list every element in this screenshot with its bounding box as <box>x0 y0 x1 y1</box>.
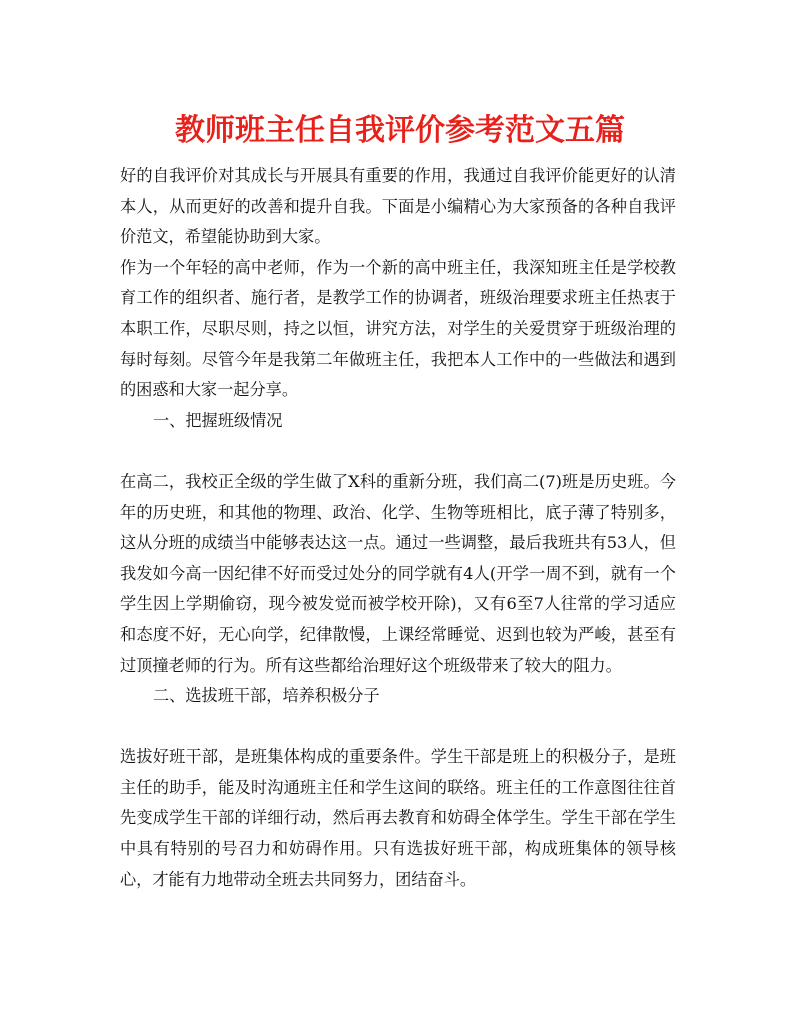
paragraph-2: 在高二，我校正全级的学生做了X科的重新分班，我们高二(7)班是历史班。今年的历史班，和其他的物理、政治、化学、生物等班相比，底子薄了特别多，这从分班的成绩当中能够表达这一点。通过一些调整，最后我班共有53人，但我发如今高一因纪律不好而受过处分的同学就有4人(开学一周不到，就有一个学生因上学期偷窃，现今被发觉而被学校开除)，又有6至7人往常的学习适应和态度不好，无心向学，纪律散慢，上课经常睡觉、迟到也较为严峻，甚至有过顶撞老师的行为。所有这些都给治理好这个班级带来了较大的阻力。 <box>120 471 676 675</box>
section-gap <box>120 436 676 467</box>
intro-paragraph: 好的自我评价对其成长与开展具有重要的作用，我通过自我评价能更好的认清本人，从而更好的改善和提升自我。下面是小编精心为大家预备的各种自我评价范文，希望能协助到大家。 <box>120 166 676 247</box>
document-title: 教师班主任自我评价参考范文五篇 <box>175 113 625 148</box>
paragraph-1: 作为一个年轻的高中老师，作为一个新的高中班主任，我深知班主任是学校教育工作的组织者、施行者，是教学工作的协调者，班级治理要求班主任热衷于本职工作，尽职尽则，持之以恒，讲究方法，对学生的关爱贯穿于班级治理的每时每刻。尽管今年是我第二年做班主任，我把本人工作中的一些做法和遇到的困惑和大家一起分享。 <box>120 257 676 400</box>
section-heading-2: 二、选拔班干部，培养积极分子 <box>153 686 380 706</box>
section-heading-1: 一、把握班级情况 <box>153 410 283 430</box>
document-body <box>120 161 676 895</box>
section-gap <box>120 712 676 743</box>
paragraph-3: 选拔好班干部，是班集体构成的重要条件。学生干部是班上的积极分子，是班主任的助手，能及时沟通班主任和学生这间的联络。班主任的工作意图往往首先变成学生干部的详细行动，然后再去教育和妨碍全体学生。学生干部在学生中具有特别的号召力和妨碍作用。只有选拔好班干部，构成班集体的领导核心，才能有力地带动全班去共同努力，团结奋斗。 <box>120 747 676 889</box>
